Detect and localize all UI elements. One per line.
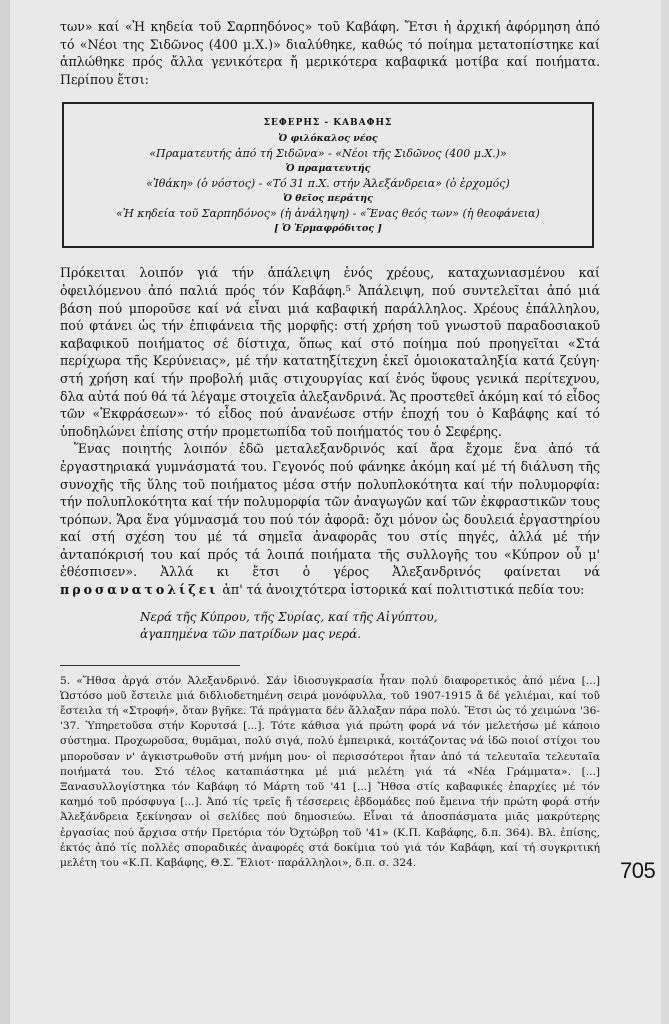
box-figure-label: Ὁ φιλόκαλος νέος [278, 133, 378, 145]
footnote-divider [60, 665, 240, 666]
verse-line: ἀγαπημένα τῶν πατρίδων μας νερά. [140, 626, 362, 641]
box-figure-label: Ὁ πραματευτής [285, 163, 371, 175]
scan-edge-right [661, 0, 669, 1024]
box-poem-pair: «Πραματευτής ἀπό τή Σιδῶνα» - «Νέοι τῆς Σιδῶνος (400 μ.Χ.)» [149, 147, 507, 161]
intro-paragraph: των» καί «Ἡ κηδεία τοῦ Σαρπηδόνος» τοῦ Καβάφη. Ἔτσι ἡ ἀρχική ἀφόρμηση ἀπό τό «Νέοι της Σιδῶνος (400 μ.Χ.)» διαλύθηκε, καθώς τό ποίημα μετατοπίστηκε καί ἁπλώθηκε πρός ἄλλα γενικότερα ἤ μερικότερα καβαφικά μοτίβα καί ποιήματα. Περίπου ἔτσι: [60, 19, 600, 87]
body-paragraph-1: Πρόκειται λοιπόν γιά τήν ἀπάλειψη ἑνός χρέους, καταχωνιασμένου καί ὀφειλόμενου ἀπό παλιά πρός τόν Καβάφη.⁵ Ἀπάλειψη, πού συντελεῖται ἀπό μιά βάση πού μποροῦσε καί νά εἶναι μιά καβαφική παράλληλος. Χρέους ἐπάλληλου, πού φτάνει ὡς τήν ἐπιφάνεια τῆς μορφῆς: στή χρήση τοῦ γνωστοῦ παραδοσιακοῦ καβαφικοῦ ποιήματος σέ δίστιχα, ὅπως καί στό ποίημα πού προηγεῖται «Στά περίχωρα τῆς Κερύνειας», μέ τήν κατατηξίτεχνη ἐκεῖ ὁμοιοκαταληξία κατά ζεύγη· στή χρήση καί τήν προβολή μιᾶς στιχουργίας καί ἑνός ὕφους γενικά περίτεχνου, δλα αὐτά πού θά τά λέγαμε στοιχεῖα ἀλεξανδρινά. Ἄς προστεθεῖ ἀκόμη καί τό εἶδος τῶν «Ἐκφράσεων»· τό εἶδος πού ἀνανέωσε στήν ἐποχή του ὁ Καβάφης καί τό ὑποδηλώνει ἐπίσης στήν προμετωπίδα τοῦ ποιήματός του ὁ Σεφέρης. [60, 265, 600, 439]
box-lines [82, 131, 574, 236]
verse-line: Νερά τῆς Κύπρου, τῆς Συρίας, καί τῆς Αἰγύπτου, [140, 609, 438, 624]
emphasized-word: προσανατολίζει [60, 582, 219, 598]
body-paragraph-2-after: ἀπ' τά ἀνοιχτότερα ἱστορικά καί πολιτιστικά πεδία του: [222, 582, 585, 598]
box-header: ΣΕΦΕΡΗΣ - ΚΑΒΑΦΗΣ [263, 118, 393, 129]
verse-quote [140, 609, 600, 643]
box-figure-label: [ Ὁ Ἑρμαφρόδιτος ] [274, 223, 382, 235]
page-number: 705 [620, 858, 656, 883]
poem-relations-box [62, 102, 594, 248]
box-figure-label: Ὁ θεῖος περάτης [283, 193, 373, 205]
scan-edge-left [0, 0, 10, 1024]
box-poem-pair: «Ἰθάκη» (ὁ νόστος) - «Τό 31 π.Χ. στήν Ἀλεξάνδρεια» (ὁ ἐρχομός) [146, 177, 510, 191]
footnote-5: 5. «Ἤθσα ἀργά στόν Ἀλεξανδρινό. Σάν ἰδιοσυγκρασία ἦταν πολύ διαφορετικός ἀπό μένα [...] Ὡστόσο μοῦ ἔστειλε μιά διδλιοδετημένη σειρά μονόφυλλα, τοῦ 1907-1915 ἄ δέ γελιέμαι, καί τοῦ ἔστειλα τή «Στροφή», ὅταν βγῆκε. Τά πράγματα δέν ἄλλαξαν πάρα πολύ. Ἔτσι ὡς τό χειμώνα '36-'37. Ὑπηρετοῦσα στήν Κορυτσά [...]. Τότε κάθισα γιά πρώτη φορά νά τόν μελετήσω μέ κάποιο σύστημα. Προχωροῦσα, θυμᾶμαι, πολύ σιγά, πολύ ἐμπειρικά, κοιτάζοντας νά ἰδῶ ποιοί στίχοι του μποροῦσαν ν' ἀγκιστρωθοῦν στή μνήμη μου· οἱ περισσότεροι ἦταν ἀπό τά τελευταῖα τελευταῖα ποιήματά του. Στό τέλος καταπιάστηκα μέ μιά μελέτη γιά τά «Νέα Γράμματα». [...] Ξανασυλλογίστηκα τόν Καβάφη τό Μάρτη τοῦ '41 [...] Ἤθσα στίς καβαφικές ἐπαρχίες μέ τόν καημό τοῦ πρόσφυγα [...]. Ἀπό τίς τρεῖς ἤ τέσσερεις ἑβδομάδες πού ἔμεινα τήν πρώτη φορά στήν Ἀλεξάνδρεια ξεκίνησαν οἱ σελίδες πού δημοσιεύω. Εἶναι τά ἀποσπάσματα μιᾶς μακρύτερης ἐργασίας πού ἄρχισα στήν Πρετόρια τόν Ὀχτώβρη τοῦ '41» (Κ.Π. Καβάφης, δ.π. 364). Βλ. ἐπίσης, ἐκτός ἀπό τίς πολλές σποραδικές ἀναφορές στά δοκίμια τού γιά τόν Καβάφη, καί τή συγκριτική μελέτη του «Κ.Π. Καβάφης, Θ.Σ. Ἔλιοτ· παράλληλοι», δ.π. σ. 324. [60, 674, 600, 870]
box-poem-pair: «Ἡ κηδεία τοῦ Σαρπηδόνος» (ἡ ἀνάληψη) - «Ἕνας θεός των» (ἡ θεοφάνεια) [116, 207, 540, 221]
body-paragraph-2-before: Ἕνας ποιητής λοιπόν ἐδῶ μεταλεξανδρινός καί ἄρα ἔχομε ἕνα ἀπό τά ἐργαστηριακά γυμνάσματά του. Γεγονός πού φάνηκε ἀκόμη καί μέ τή διάλυση τῆς συνοχῆς τῆς ὕλης τοῦ ποιήματος μέσα στήν πολυπλοκότητα καί τήν πολυμορφία: τήν πολυπλοκότητα καί τήν πολυμορφία τῶν ἀναγωγῶν καί τῶν ἐκφραστικῶν τους τρόπων. Ἄρα ἕνα γύμνασμά του πού τόν ἀφορᾶ: ὄχι μόνον ὡς δουλειά ἐργαστηρίου καί στή σχέση του μέ τά σημεῖα ἀναφορᾶς του στίς πηγές, ἀλλά μέ τήν ἀνταπόκρισή του καί πρός τά λοιπά ποιήματα τῆς συλλογῆς του «Κύπρον οὗ μ' ἐθέσπισεν». Ἀλλά κι ἔτσι ὁ γέρος Ἀλεξανδρινός φαίνεται νά [60, 441, 600, 580]
page-content [60, 18, 600, 871]
body-paragraph-2 [60, 440, 600, 598]
